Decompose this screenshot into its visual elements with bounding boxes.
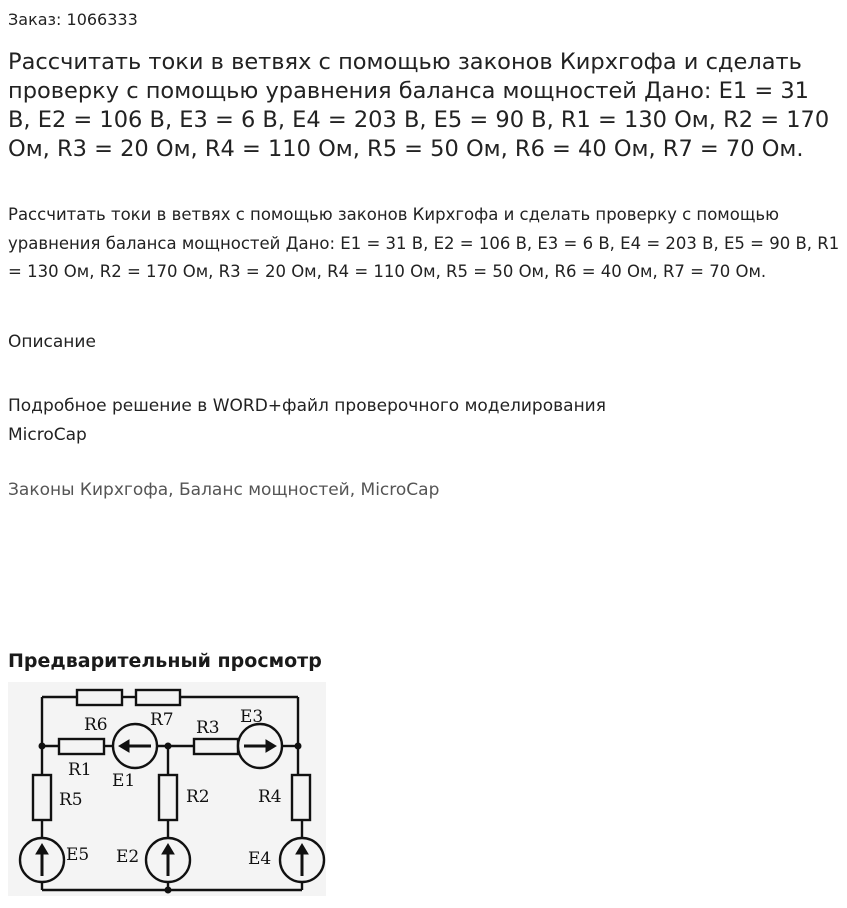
circuit-preview-image[interactable]: [8, 682, 326, 896]
preview-heading: Предварительный просмотр: [8, 650, 322, 672]
resistor-r7-symbol: [136, 690, 180, 705]
description-body: [8, 392, 708, 450]
label-e3: E3: [240, 707, 264, 727]
circuit-diagram: [8, 682, 326, 896]
resistor-r1-symbol: [59, 739, 104, 754]
resistor-r5-symbol: [33, 775, 51, 820]
tags-list: Законы Кирхгофа, Баланс мощностей, MicroCap: [8, 480, 440, 500]
label-r5: R5: [59, 790, 83, 810]
label-r7: R7: [150, 710, 174, 730]
page-title: Рассчитать токи в ветвях с помощью законов Кирхгофа и сделать проверку с помощью уравнения баланса мощностей Дано: E1 = 31 В, E2 = 106 В, E3 = 6 В, E4 = 203 В, E5 = 90 В, R1 = 130 Ом, R2 = 170 Ом, R3 = 20 Ом, R4 = 110 Ом, R5 = 50 Ом, R6 = 40 Ом, R7 = 70 Ом.: [8, 49, 830, 162]
label-e5: E5: [66, 845, 90, 865]
resistor-r6-symbol: [77, 690, 122, 705]
label-e4: E4: [248, 849, 272, 869]
resistor-r2-symbol: [159, 775, 177, 820]
label-e1: E1: [112, 771, 136, 791]
label-r6: R6: [84, 715, 108, 735]
label-r2: R2: [186, 787, 210, 807]
description-line: MicroCap: [8, 425, 87, 445]
label-e2: E2: [116, 847, 140, 867]
description-line: Подробное решение в WORD+файл проверочного моделирования: [8, 396, 606, 416]
order-number: Заказ: 1066333: [8, 10, 138, 29]
label-r1: R1: [68, 760, 92, 780]
description-heading: Описание: [8, 332, 96, 352]
label-r4: R4: [258, 787, 282, 807]
label-r3: R3: [196, 718, 220, 738]
resistor-r4-symbol: [292, 775, 310, 820]
resistor-r3-symbol: [194, 739, 238, 754]
task-summary: Рассчитать токи в ветвях с помощью законов Кирхгофа и сделать проверку с помощью уравнения баланса мощностей Дано: E1 = 31 В, E2 = 106 В, E3 = 6 В, E4 = 203 В, E5 = 90 В, R1 = 130 Ом, R2 = 170 Ом, R3 = 20 Ом, R4 = 110 Ом, R5 = 50 Ом, R6 = 40 Ом, R7 = 70 Ом.: [8, 205, 840, 281]
